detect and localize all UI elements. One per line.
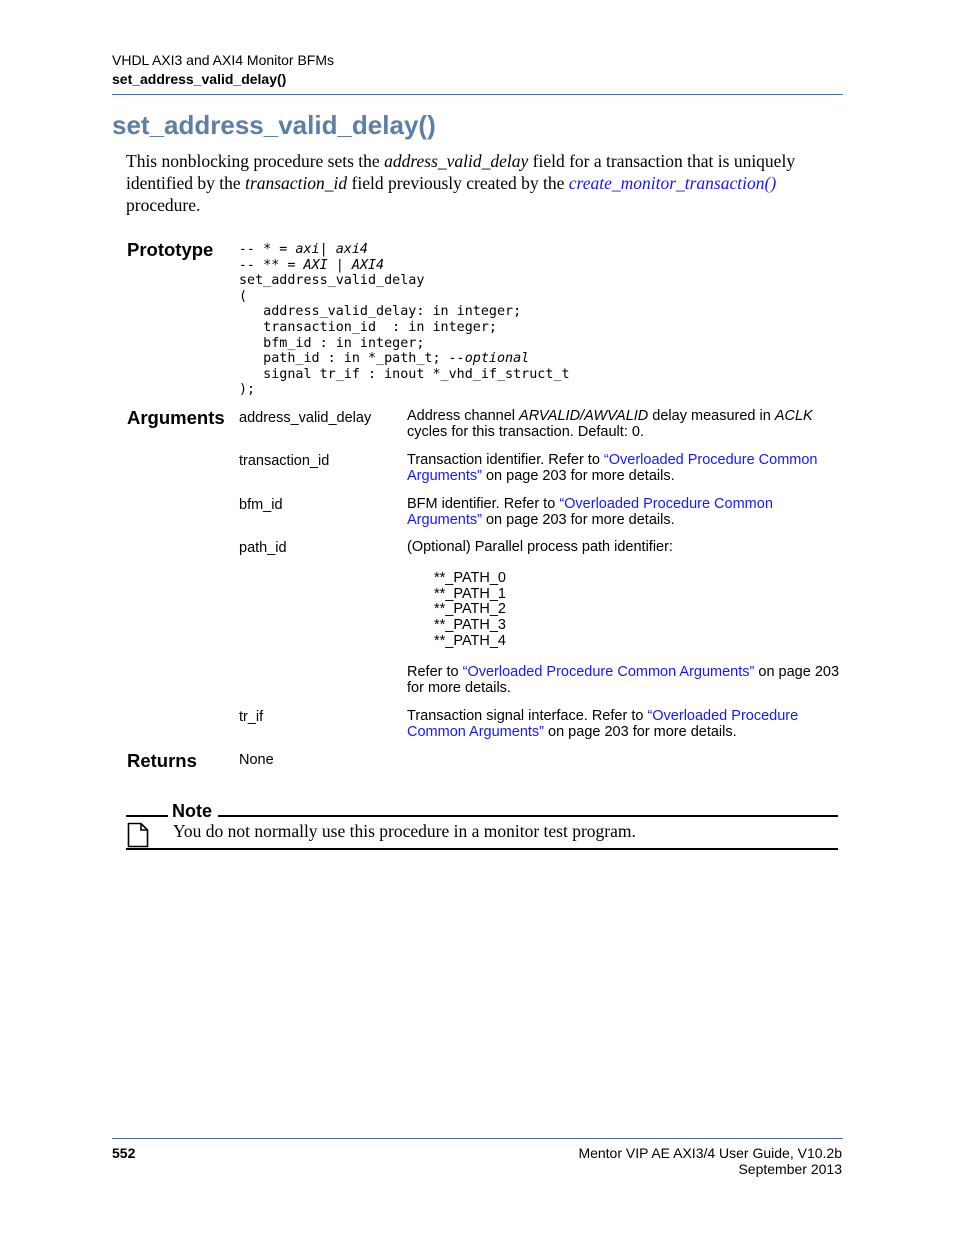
argument-description: Transaction signal interface. Refer to “Overloaded Procedure Common Arguments” on page 203 for more details. — [407, 708, 799, 740]
footer-rule — [112, 1138, 843, 1139]
argument-name: transaction_id — [239, 453, 330, 469]
returns-value: None — [239, 752, 274, 768]
note-label: Note — [172, 801, 212, 821]
page-title: set_address_valid_delay() — [112, 110, 436, 140]
note-text: You do not normally use this procedure in a monitor test program. — [173, 821, 636, 841]
footer-date: September 2013 — [738, 1161, 842, 1177]
overloaded-procedure-link[interactable]: “Overloaded Procedure Common Arguments” — [407, 496, 773, 528]
arguments-label: Arguments — [127, 407, 225, 428]
path-enum-item: **_PATH_0 — [434, 570, 506, 586]
path-enum-item: **_PATH_3 — [434, 617, 506, 633]
overloaded-procedure-link[interactable]: “Overloaded Procedure Common Arguments” — [407, 452, 818, 484]
argument-name: path_id — [239, 540, 287, 556]
path-enum-item: **_PATH_4 — [434, 633, 506, 649]
running-header-chapter: VHDL AXI3 and AXI4 Monitor BFMs — [112, 52, 335, 68]
argument-name: bfm_id — [239, 497, 283, 513]
path-enum-item: **_PATH_1 — [434, 586, 506, 602]
overloaded-procedure-link[interactable]: “Overloaded Procedure Common Arguments” — [407, 708, 799, 740]
field-name: address_valid_delay — [384, 151, 529, 171]
prototype-label: Prototype — [127, 239, 214, 260]
header-rule — [112, 94, 843, 95]
field-name: transaction_id — [245, 173, 348, 193]
path-enum-item: **_PATH_2 — [434, 601, 506, 617]
prototype-code: -- * = axi| axi4 -- ** = AXI | AXI4 set_address_valid_delay ( address_valid_delay: in integer; transaction_id : in integer; bfm_id : in integer; path_id : in *_path_t; --optional signal tr_if : inout *_vhd_if_struct_t ); — [239, 242, 570, 398]
page-number: 552 — [112, 1145, 136, 1161]
argument-description: Address channel ARVALID/AWVALID delay measured in ACLK cycles for this transaction. Default: 0. — [407, 408, 813, 440]
create-monitor-transaction-link[interactable]: create_monitor_transaction() — [568, 173, 777, 193]
argument-description: (Optional) Parallel process path identifier: — [407, 539, 673, 555]
note-bottom-rule — [126, 848, 838, 850]
argument-description: BFM identifier. Refer to “Overloaded Procedure Common Arguments” on page 203 for more details. — [407, 496, 773, 528]
overloaded-procedure-link[interactable]: “Overloaded Procedure Common Arguments” — [462, 664, 755, 680]
note-top-rule — [126, 815, 838, 817]
running-header-section: set_address_valid_delay() — [112, 71, 287, 87]
argument-description: Refer to “Overloaded Procedure Common Arguments” on page 203 for more details. — [407, 664, 840, 696]
argument-name: address_valid_delay — [239, 410, 372, 426]
footer-guide-title: Mentor VIP AE AXI3/4 User Guide, V10.2b — [578, 1145, 842, 1161]
returns-label: Returns — [127, 750, 197, 771]
note-page-icon — [127, 822, 149, 848]
argument-name: tr_if — [239, 709, 264, 725]
intro-paragraph: This nonblocking procedure sets the address_valid_delay field for a transaction that is uniquely identified by the transaction_id field previously created by the create_monitor_transaction() procedure. — [126, 151, 796, 215]
argument-description: Transaction identifier. Refer to “Overloaded Procedure Common Arguments” on page 203 for more details. — [407, 452, 818, 484]
